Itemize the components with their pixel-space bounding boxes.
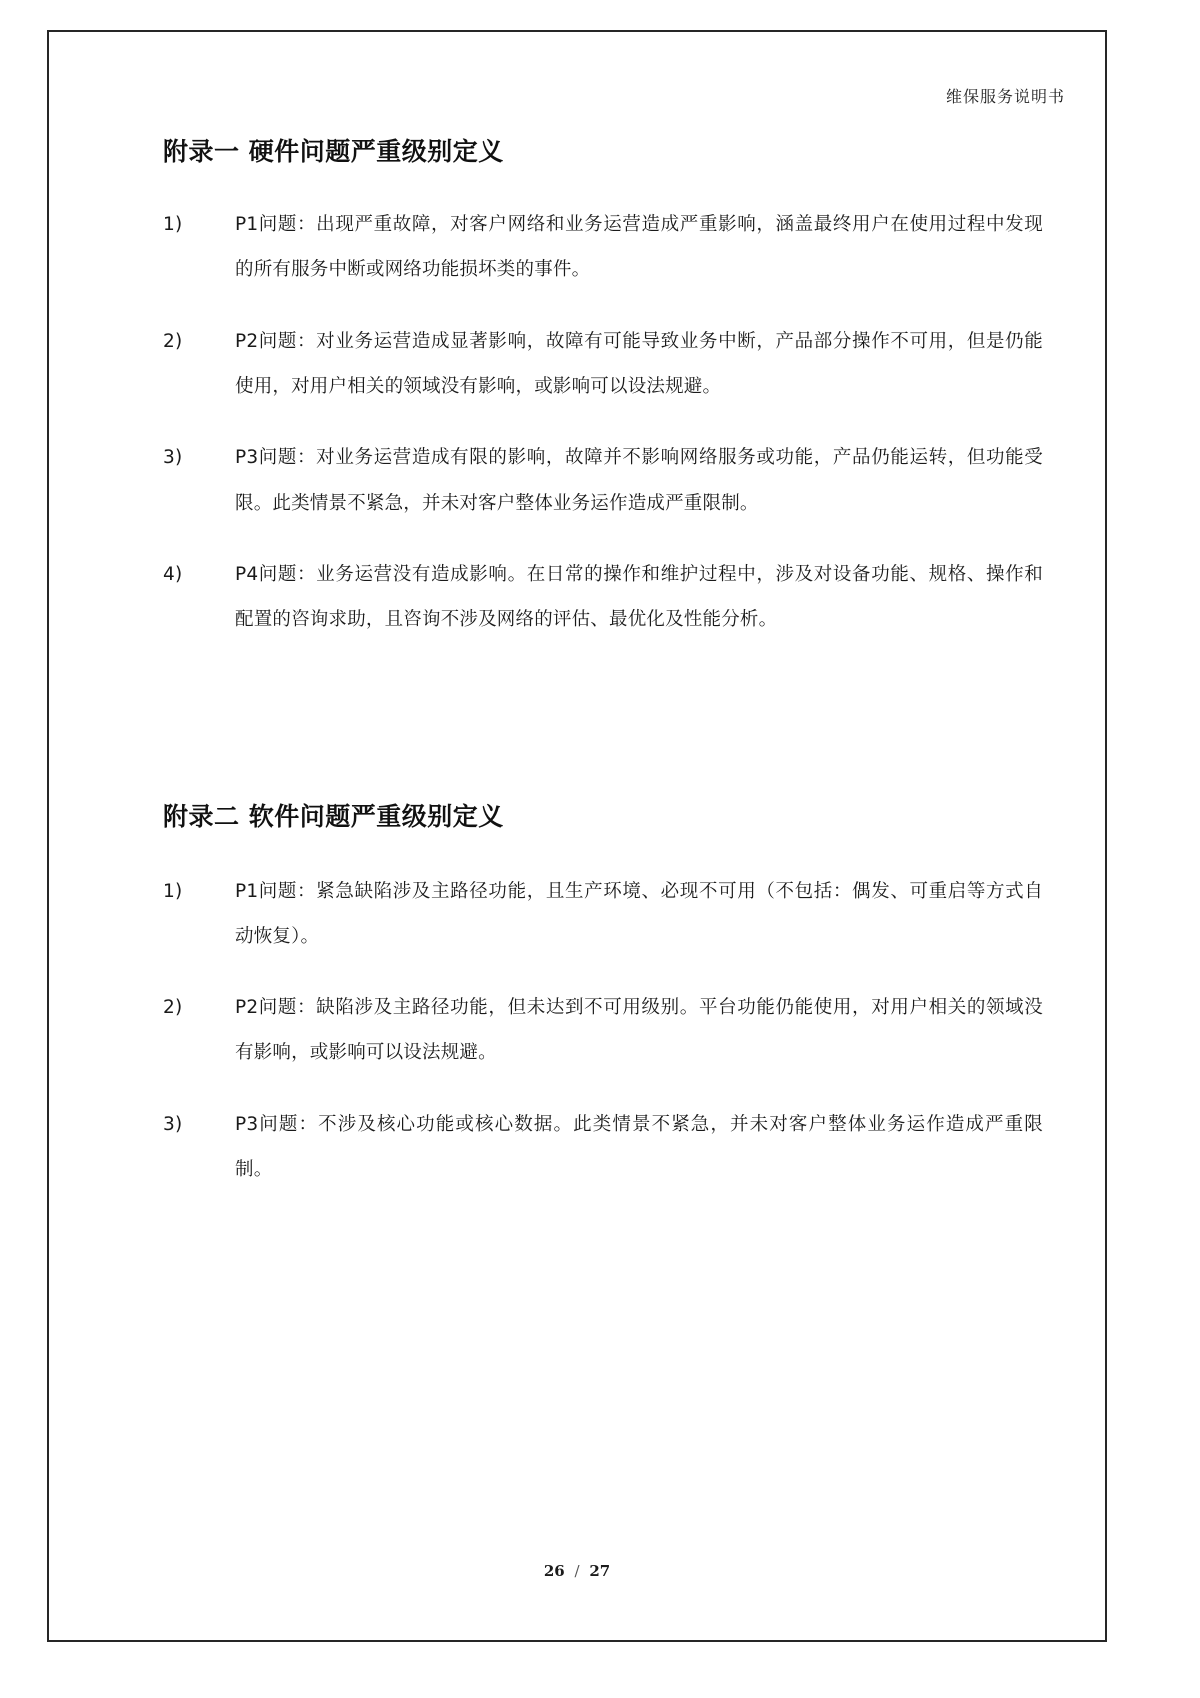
list-item-text: P2问题：对业务运营造成显著影响，故障有可能导致业务中断，产品部分操作不可用，但是仍能使用，对用户相关的领域没有影响，或影响可以设法规避。 — [235, 330, 1043, 397]
list-item-text: P2问题：缺陷涉及主路径功能，但未达到不可用级别。平台功能仍能使用，对用户相关的领域没有影响，或影响可以设法规避。 — [235, 997, 1043, 1064]
list-item — [163, 435, 1043, 526]
list-item — [163, 202, 1043, 293]
list-item — [163, 985, 1043, 1076]
section-title-software: 附录二 软件问题严重级别定义 — [163, 801, 504, 831]
footer-current-page: 26 — [543, 1562, 565, 1580]
list-item-text: P1问题：紧急缺陷涉及主路径功能，且生产环境、必现不可用（不包括：偶发、可重启等方式自动恢复）。 — [235, 880, 1043, 947]
page-content — [163, 132, 1043, 1218]
footer-total-pages: 27 — [589, 1562, 611, 1580]
page-footer — [49, 1562, 1105, 1580]
list-item — [163, 552, 1043, 643]
section-title-hardware: 附录一 硬件问题严重级别定义 — [163, 137, 504, 166]
section-hardware-severity — [163, 132, 1043, 643]
footer-separator: / — [574, 1562, 580, 1580]
hardware-severity-list — [163, 202, 1043, 643]
list-item-marker: 1) — [163, 214, 183, 235]
list-item-marker: 2) — [163, 330, 183, 352]
list-item-text: P1问题：出现严重故障，对客户网络和业务运营造成严重影响，涵盖最终用户在使用过程中发现的所有服务中断或网络功能损坏类的事件。 — [235, 214, 1043, 281]
list-item-marker: 1) — [163, 880, 183, 902]
software-severity-list — [163, 869, 1043, 1193]
list-item — [163, 1102, 1043, 1193]
list-item-marker: 4) — [163, 563, 183, 585]
list-item-text: P3问题：对业务运营造成有限的影响，故障并不影响网络服务或功能，产品仍能运转，但功能受限。此类情景不紧急，并未对客户整体业务运作造成严重限制。 — [235, 447, 1043, 514]
list-item-marker: 2) — [163, 997, 183, 1019]
list-item-text: P3问题：不涉及核心功能或核心数据。此类情景不紧急，并未对客户整体业务运作造成严重限制。 — [235, 1113, 1043, 1181]
page-header: 维保服务说明书 — [945, 87, 1065, 106]
list-item — [163, 319, 1043, 410]
section-software-severity — [163, 797, 1043, 1193]
list-item-text: P4问题：业务运营没有造成影响。在日常的操作和维护过程中，涉及对设备功能、规格、操作和配置的咨询求助，且咨询不涉及网络的评估、最优化及性能分析。 — [235, 563, 1043, 631]
list-item-marker: 3) — [163, 447, 183, 469]
list-item — [163, 869, 1043, 960]
list-item-marker: 3) — [163, 1113, 183, 1135]
document-page — [47, 30, 1107, 1642]
section-spacer — [163, 669, 1043, 797]
